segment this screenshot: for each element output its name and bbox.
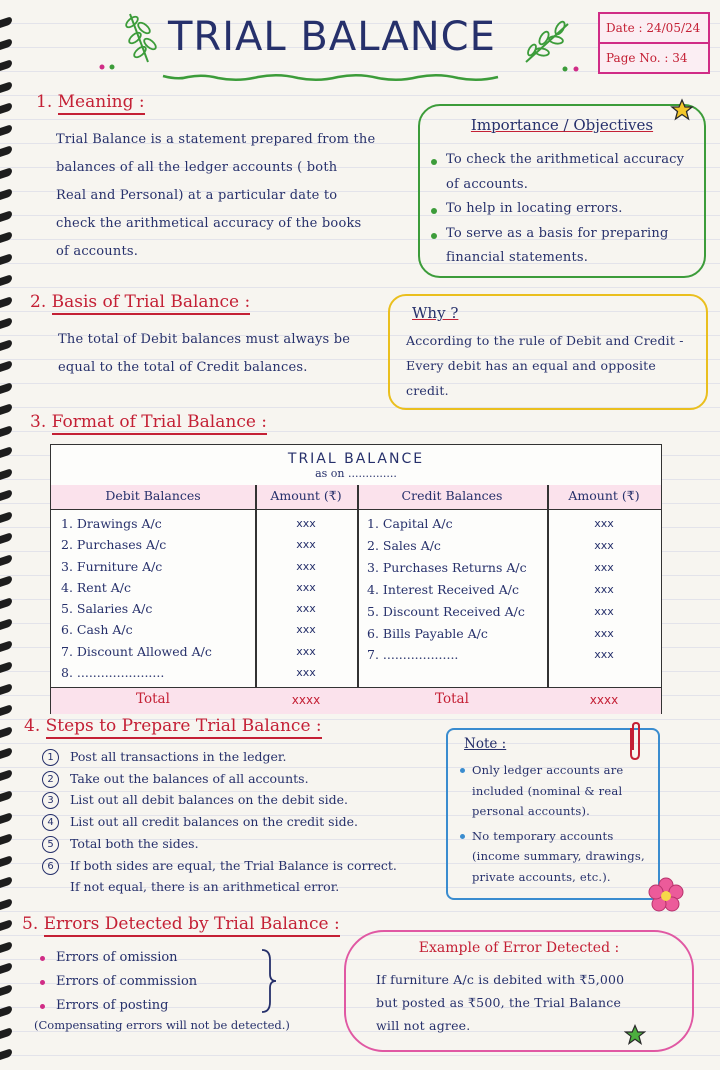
- step-number: 5: [42, 836, 59, 853]
- text-line: but posted as ₹500, the Trial Balance: [376, 995, 622, 1010]
- col-debit-header: Debit Balances: [105, 488, 201, 503]
- step-item: [40, 876, 440, 898]
- step-text: List out all debit balances on the debit side.: [70, 792, 349, 808]
- spiral-ring: [0, 511, 12, 523]
- leaf-sprig-icon: [118, 8, 166, 66]
- debit-amounts-list: [255, 513, 357, 683]
- spiral-ring: [0, 812, 12, 824]
- credit-amounts-list: [547, 513, 661, 666]
- error-item-text: Errors of commission: [56, 974, 198, 989]
- spiral-ring: [0, 188, 12, 200]
- debit-item: 3. Furniture A/c: [61, 558, 163, 574]
- error-item-text: Errors of omission: [56, 950, 178, 965]
- spiral-ring: [0, 769, 12, 781]
- table-total-row: [51, 687, 661, 714]
- basis-heading: [30, 292, 250, 312]
- debit-item: 7. Discount Allowed A/c: [61, 643, 212, 659]
- step-number: 6: [42, 858, 59, 875]
- spiral-ring: [0, 425, 12, 437]
- spiral-ring: [0, 403, 12, 415]
- text-line: The total of Debit balances must always be: [58, 332, 351, 347]
- col-amount-header: Amount (₹): [568, 488, 640, 503]
- bullet-icon: [40, 980, 45, 985]
- spiral-ring: [0, 38, 12, 50]
- step-number: 2: [42, 771, 59, 788]
- error-item-text: Errors of posting: [56, 998, 169, 1013]
- error-item: [38, 946, 238, 970]
- text-line: According to the rule of Debit and Credit -: [406, 333, 684, 348]
- importance-item-line: of accounts.: [446, 176, 529, 192]
- text-line: credit.: [406, 383, 449, 398]
- spiral-ring: [0, 339, 12, 351]
- bullet-icon: [40, 956, 45, 961]
- importance-item: [428, 222, 700, 271]
- importance-heading: Importance / Objectives: [470, 116, 654, 134]
- step-item: [40, 746, 440, 768]
- spiral-ring: [0, 833, 12, 845]
- credit-item: 3. Purchases Returns A/c: [367, 559, 527, 575]
- step-text: Post all transactions in the ledger.: [70, 749, 287, 764]
- section-number: 2.: [30, 292, 47, 312]
- debit-amount: xxx: [296, 666, 316, 680]
- spiral-ring: [0, 984, 12, 996]
- note-item-line: personal accounts).: [472, 804, 591, 818]
- spiral-ring: [0, 919, 12, 931]
- credit-item: 1. Capital A/c: [367, 516, 453, 531]
- basis-text: [58, 326, 388, 382]
- spiral-ring: [0, 296, 12, 308]
- importance-box: [418, 104, 706, 278]
- step-number: 3: [42, 792, 59, 809]
- step-number: 1: [42, 749, 59, 766]
- total-label: Total: [435, 691, 469, 707]
- step-number: 4: [42, 814, 59, 831]
- meaning-heading: [36, 92, 145, 112]
- text-line: Trial Balance is a statement prepared from the: [56, 132, 376, 147]
- spiral-ring: [0, 941, 12, 953]
- debit-amount: xxx: [296, 559, 316, 573]
- step-item: [40, 768, 440, 790]
- debit-amount: xxx: [296, 644, 316, 658]
- text-line: Every debit has an equal and opposite: [406, 358, 656, 373]
- credit-amount: xxx: [594, 560, 614, 574]
- credit-amount: xxx: [594, 517, 614, 530]
- credit-amount: xxx: [594, 648, 614, 662]
- note-item-line: included (nominal & real: [472, 783, 623, 798]
- spiral-ring: [0, 962, 12, 974]
- bullet-icon: [40, 1004, 45, 1009]
- debit-amount: xxx: [296, 602, 316, 616]
- spiral-ring: [0, 253, 12, 265]
- spiral-ring: [0, 317, 12, 329]
- credit-item: 2. Sales A/c: [367, 537, 441, 553]
- spiral-ring: [0, 597, 12, 609]
- star-icon: [670, 98, 694, 122]
- spiral-ring: [0, 59, 12, 71]
- spiral-ring: [0, 726, 12, 738]
- flower-icon: [644, 874, 688, 918]
- spiral-ring: [0, 554, 12, 566]
- debit-amount: xxx: [296, 538, 316, 552]
- bullet-icon: [460, 768, 465, 773]
- importance-item: [428, 148, 700, 197]
- error-item: [38, 994, 238, 1018]
- debit-amount: xxx: [296, 517, 316, 530]
- spiral-ring: [0, 446, 12, 458]
- credit-item: 6. Bills Payable A/c: [367, 625, 488, 641]
- importance-item-line: financial statements.: [446, 250, 589, 265]
- spiral-binding: [0, 0, 14, 1070]
- bullet-icon: [460, 834, 465, 839]
- note-item-line: Only ledger accounts are: [472, 763, 624, 777]
- debit-item: 5. Salaries A/c: [61, 601, 153, 617]
- section-number: 3.: [30, 412, 47, 432]
- section-number: 5.: [22, 914, 39, 934]
- credit-amount: xxx: [594, 626, 614, 640]
- spiral-ring: [0, 532, 12, 544]
- note-item: [458, 826, 654, 888]
- note-item-line: No temporary accounts: [472, 828, 614, 843]
- text-line: If furniture A/c is debited with ₹5,000: [376, 972, 625, 987]
- credit-item: 7. ...................: [367, 647, 459, 663]
- spiral-ring: [0, 704, 12, 716]
- dot-icon: [110, 65, 115, 70]
- importance-item-line: To serve as a basis for preparing: [446, 225, 669, 241]
- section-heading-text: Steps to Prepare Trial Balance :: [46, 716, 322, 739]
- spiral-ring: [0, 876, 12, 888]
- spiral-ring: [0, 1027, 12, 1039]
- steps-heading: [24, 716, 322, 736]
- why-box: [388, 294, 708, 410]
- errors-list: [38, 946, 238, 1018]
- step-text: Total both the sides.: [70, 835, 199, 851]
- debit-item: 4. Rent A/c: [61, 579, 131, 595]
- debit-items-list: [61, 513, 253, 683]
- step-item: [40, 833, 440, 855]
- wavy-underline-icon: [163, 75, 498, 80]
- step-item: [40, 855, 440, 877]
- curly-brace-icon: [258, 948, 280, 1014]
- section-heading-text: Format of Trial Balance :: [52, 412, 267, 435]
- spiral-ring: [0, 468, 12, 480]
- spiral-ring: [0, 661, 12, 673]
- table-title: TRIAL BALANCE: [287, 451, 425, 467]
- page-number-label: Page No. : 34: [606, 51, 688, 65]
- spiral-ring: [0, 640, 12, 652]
- debit-amount: xxx: [296, 623, 316, 637]
- credit-item: 5. Discount Received A/c: [367, 603, 525, 619]
- dot-icon: [100, 65, 105, 70]
- debit-item: 8. ......................: [61, 665, 165, 681]
- spiral-ring: [0, 210, 12, 222]
- table-subtitle: as on ..............: [315, 467, 397, 480]
- note-heading: Note :: [464, 736, 507, 752]
- example-heading: Example of Error Detected :: [418, 940, 620, 956]
- paperclip-icon: [626, 722, 644, 762]
- spiral-ring: [0, 360, 12, 372]
- spiral-ring: [0, 167, 12, 179]
- star-icon: [624, 1024, 646, 1046]
- debit-item: 6. Cash A/c: [61, 622, 133, 638]
- errors-heading: [22, 914, 340, 934]
- note-item-line: (income summary, drawings,: [472, 849, 645, 863]
- credit-item: 4. Interest Received A/c: [367, 581, 519, 597]
- note-item-line: private accounts, etc.).: [472, 869, 611, 884]
- note-item: [458, 760, 654, 822]
- step-item: [40, 811, 440, 833]
- step-text: If both sides are equal, the Trial Balance is correct.: [70, 857, 397, 873]
- credit-amount: xxx: [594, 538, 614, 552]
- credit-amount: xxx: [594, 582, 614, 596]
- format-heading: [30, 412, 267, 432]
- section-heading-text: Basis of Trial Balance :: [52, 292, 251, 315]
- spiral-ring: [0, 274, 12, 286]
- spiral-ring: [0, 683, 12, 695]
- importance-item-line: To help in locating errors.: [446, 201, 623, 216]
- spiral-ring: [0, 898, 12, 910]
- why-heading: Why ?: [412, 304, 459, 322]
- spiral-ring: [0, 575, 12, 587]
- step-text: List out all credit balances on the credit side.: [70, 814, 358, 830]
- step-text: If not equal, there is an arithmetical error.: [70, 879, 340, 895]
- step-text: Take out the balances of all accounts.: [70, 770, 309, 786]
- steps-list: [40, 746, 440, 898]
- spiral-ring: [0, 489, 12, 501]
- note-list: [458, 760, 654, 891]
- col-amount-header: Amount (₹): [270, 488, 342, 503]
- text-line: of accounts.: [56, 244, 139, 259]
- spiral-ring: [0, 747, 12, 759]
- section-heading-text: Meaning :: [58, 92, 145, 115]
- credit-items-list: [367, 513, 547, 666]
- text-line: check the arithmetical accuracy of the books: [56, 216, 362, 231]
- spiral-ring: [0, 231, 12, 243]
- date-label: Date : 24/05/24: [600, 14, 708, 44]
- importance-list: [428, 148, 700, 271]
- column-divider: [357, 485, 359, 713]
- spiral-ring: [0, 382, 12, 394]
- text-line: Real and Personal) at a particular date to: [56, 188, 338, 203]
- debit-item: 2. Purchases A/c: [61, 537, 167, 553]
- text-line: will not agree.: [376, 1018, 471, 1033]
- spiral-ring: [0, 124, 12, 136]
- meaning-text: [56, 126, 406, 266]
- spiral-ring: [0, 790, 12, 802]
- error-item: [38, 970, 238, 994]
- total-amount: xxxx: [589, 693, 619, 707]
- total-amount: xxxx: [291, 693, 321, 707]
- importance-item-line: To check the arithmetical accuracy: [446, 152, 685, 167]
- spiral-ring: [0, 1005, 12, 1017]
- importance-item: [428, 197, 700, 222]
- text-line: equal to the total of Credit balances.: [58, 360, 308, 375]
- debit-amount: xxx: [296, 580, 316, 594]
- errors-footnote: (Compensating errors will not be detected.): [34, 1018, 290, 1032]
- table-title-row: [51, 445, 661, 486]
- spiral-ring: [0, 102, 12, 114]
- step-item: [40, 789, 440, 811]
- table-header-row: [51, 485, 661, 510]
- total-label: Total: [136, 691, 170, 707]
- debit-item: 1. Drawings A/c: [61, 516, 162, 531]
- date-box: [598, 12, 710, 74]
- spiral-ring: [0, 1048, 12, 1060]
- section-number: 4.: [24, 716, 41, 736]
- trial-balance-table: [50, 444, 662, 714]
- text-line: balances of all the ledger accounts ( both: [56, 160, 338, 175]
- page-title: TRIAL BALANCE: [168, 14, 496, 60]
- section-number: 1.: [36, 92, 53, 112]
- spiral-ring: [0, 618, 12, 630]
- credit-amount: xxx: [594, 604, 614, 618]
- spiral-ring: [0, 145, 12, 157]
- section-heading-text: Errors Detected by Trial Balance :: [44, 914, 340, 937]
- col-credit-header: Credit Balances: [401, 488, 503, 503]
- spiral-ring: [0, 855, 12, 867]
- why-text: [406, 328, 702, 403]
- spiral-ring: [0, 16, 12, 28]
- dots-icon: [560, 62, 584, 76]
- spiral-ring: [0, 81, 12, 93]
